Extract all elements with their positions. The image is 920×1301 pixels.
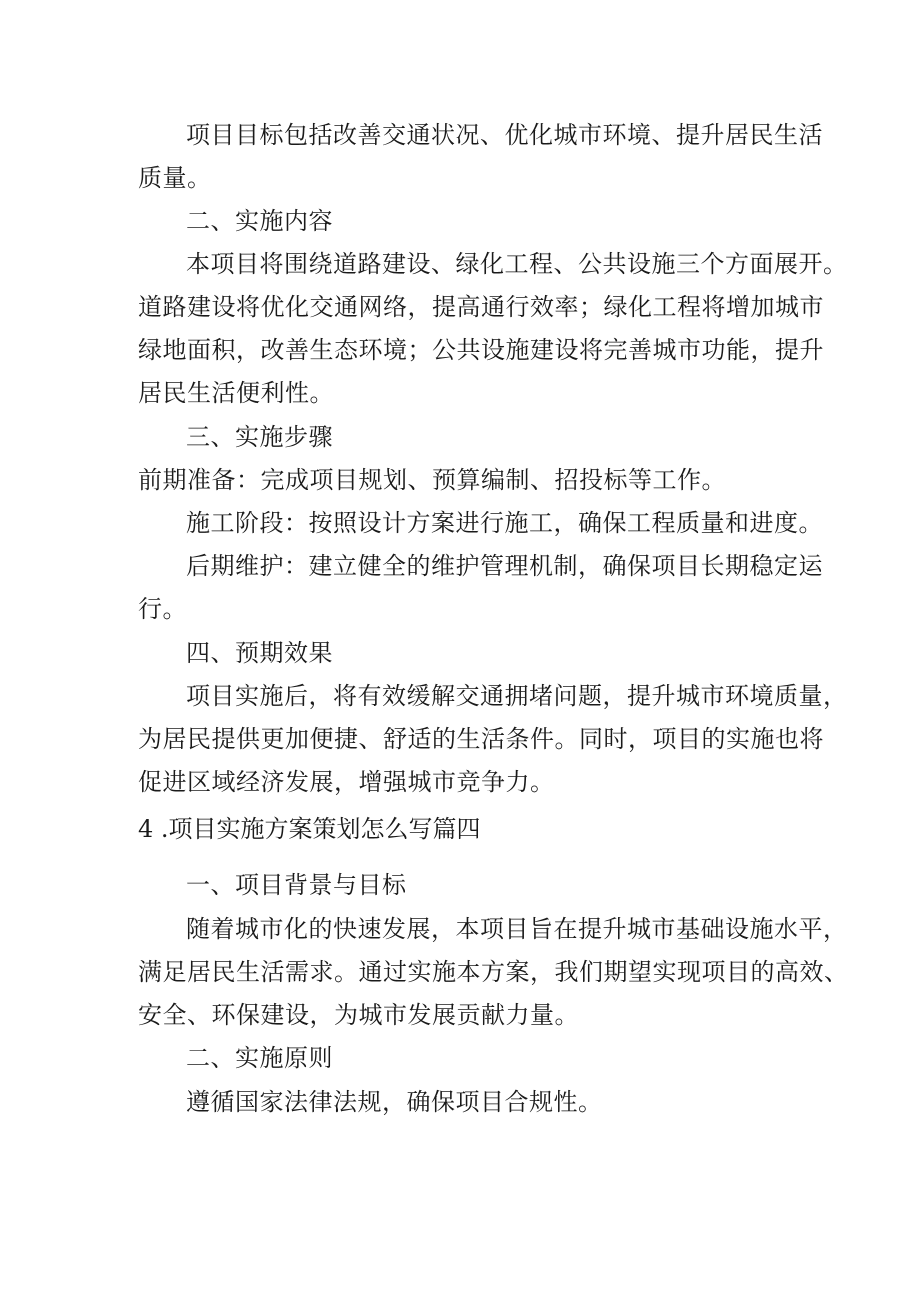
section-heading: 二、实施内容 xyxy=(186,207,333,235)
paragraph-line: 道路建设将优化交通网络，提高通行效率；绿化工程将增加城市 xyxy=(138,293,824,321)
paragraph-line: 随着城市化的快速发展，本项目旨在提升城市基础设施水平， xyxy=(186,915,848,943)
paragraph-line: 为居民提供更加便捷、舒适的生活条件。同时，项目的实施也将 xyxy=(138,725,824,753)
section-heading: 三、实施步骤 xyxy=(186,423,333,451)
paragraph-line: 促进区域经济发展，增强城市竞争力。 xyxy=(138,768,555,796)
paragraph-line: 项目目标包括改善交通状况、优化城市环境、提升居民生活 xyxy=(186,121,823,149)
paragraph-line: 绿地面积，改善生态环境；公共设施建设将完善城市功能，提升 xyxy=(138,336,824,364)
paragraph-line: 后期维护：建立健全的维护管理机制，确保项目长期稳定运 xyxy=(186,552,823,580)
paragraph-line: 安全、环保建设，为城市发展贡献力量。 xyxy=(138,1001,579,1029)
paragraph-line: 施工阶段：按照设计方案进行施工，确保工程质量和进度。 xyxy=(186,509,823,537)
paragraph-line: 遵循国家法律法规，确保项目合规性。 xyxy=(186,1088,603,1116)
paragraph-line: 前期准备：完成项目规划、预算编制、招投标等工作。 xyxy=(138,466,726,494)
paragraph-line: 本项目将围绕道路建设、绿化工程、公共设施三个方面展开。 xyxy=(186,250,848,278)
section-heading: 一、项目背景与目标 xyxy=(186,871,407,899)
paragraph-line: 满足居民生活需求。通过实施本方案，我们期望实现项目的高效、 xyxy=(138,958,849,986)
paragraph-line: 质量。 xyxy=(138,164,212,192)
chapter-heading: 4 .项目实施方案策划怎么写篇四 xyxy=(138,815,481,843)
section-heading: 二、实施原则 xyxy=(186,1044,333,1072)
paragraph-line: 居民生活便利性。 xyxy=(138,379,334,407)
paragraph-line: 行。 xyxy=(138,595,187,623)
paragraph-line: 项目实施后，将有效缓解交通拥堵问题，提升城市环境质量， xyxy=(186,682,848,710)
section-heading: 四、预期效果 xyxy=(186,639,333,667)
